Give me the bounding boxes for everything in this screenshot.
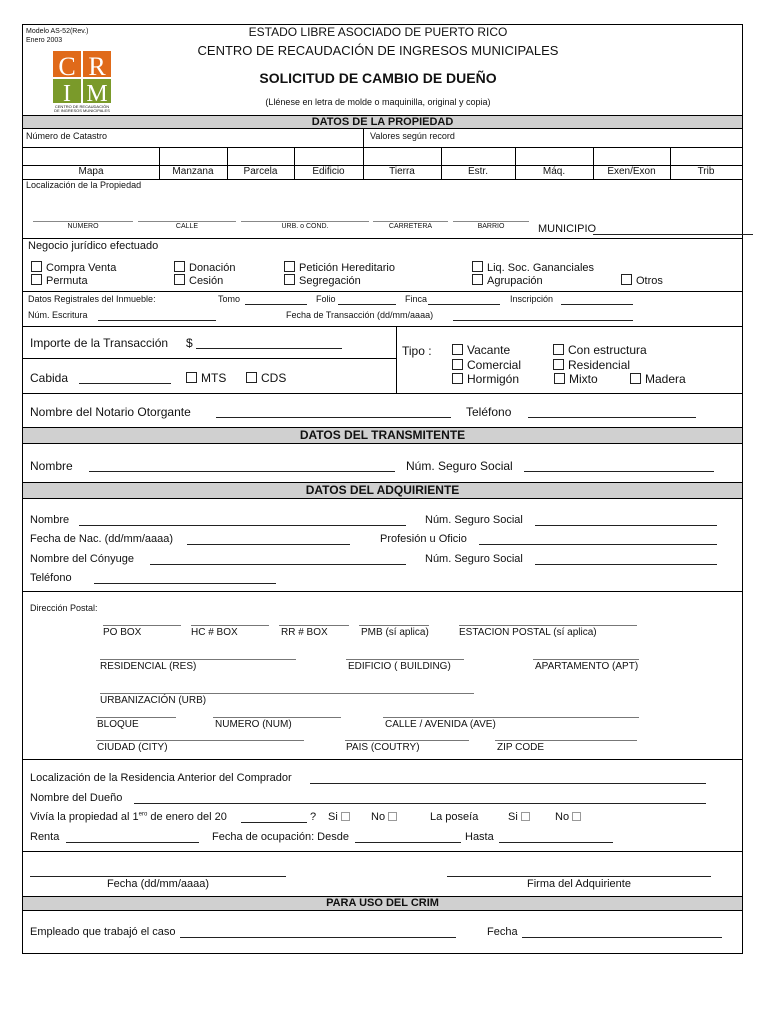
dueno-label: Nombre del Dueño [30, 792, 123, 804]
checkbox-icon [284, 261, 295, 272]
loc-urb: URB. o COND. [281, 223, 329, 230]
checkbox-icon [174, 274, 185, 285]
page-subtitle: (Llénese en letra de molde o maquinilla, original y copia) [265, 97, 491, 107]
opt-liq-soc[interactable]: Liq. Soc. Gananciales [472, 261, 594, 274]
opt-madera[interactable]: Madera [630, 372, 686, 386]
checkbox-icon [186, 372, 197, 383]
opt-con-estructura[interactable]: Con estructura [553, 343, 647, 357]
anterior-label: Localización de la Residencia Anterior del Comprador [30, 772, 292, 784]
renta-label: Renta [30, 831, 60, 843]
opt-cesion[interactable]: Cesión [174, 274, 223, 287]
checkbox-icon [452, 359, 463, 370]
ocupacion-hasta-field[interactable] [499, 842, 613, 843]
folio-label: Folio [316, 294, 336, 304]
dueno-field[interactable] [134, 803, 706, 804]
opt-vacante[interactable]: Vacante [452, 343, 510, 357]
tipo-label: Tipo : [402, 344, 432, 358]
opt-mixto[interactable]: Mixto [554, 372, 598, 386]
notario-label: Nombre del Notario Otorgante [30, 405, 191, 419]
logo-letter-m: M [86, 81, 108, 107]
escritura-field[interactable] [98, 320, 216, 321]
checkbox-icon [621, 274, 632, 285]
col-tierra: Tierra [389, 166, 415, 177]
negocio-label: Negocio jurídico efectuado [28, 240, 159, 252]
addr-estacion: ESTACION POSTAL (sí aplica) [459, 627, 597, 638]
checkbox-icon [31, 274, 42, 285]
checkbox-icon [521, 812, 530, 821]
adq-conyuge-label: Nombre del Cónyuge [30, 553, 134, 565]
vivia-si[interactable]: Si [328, 811, 353, 823]
inscripcion-label: Inscripción [510, 294, 554, 304]
addr-residencial: RESIDENCIAL (RES) [100, 661, 197, 672]
addr-zip: ZIP CODE [497, 742, 545, 753]
checkbox-icon [341, 812, 350, 821]
addr-ciudad: CIUDAD (CITY) [97, 742, 168, 753]
adq-profesion-label: Profesión u Oficio [380, 533, 467, 545]
checkbox-icon [572, 812, 581, 821]
registrales-label: Datos Registrales del Inmueble: [28, 294, 156, 304]
opt-cds[interactable]: CDS [246, 371, 286, 385]
checkbox-icon [554, 373, 565, 384]
checkbox-icon [553, 344, 564, 355]
adq-conyuge-field[interactable] [150, 564, 406, 565]
addr-hc-box: HC # BOX [191, 627, 238, 638]
transmitente-ss-field[interactable] [524, 471, 714, 472]
finca-label: Finca [405, 294, 428, 304]
header-line-1: ESTADO LIBRE ASOCIADO DE PUERTO RICO [248, 25, 508, 39]
fecha-trans-field[interactable] [453, 320, 633, 321]
checkbox-icon [388, 812, 397, 821]
empleado-field[interactable] [180, 937, 456, 938]
opt-donacion[interactable]: Donación [174, 261, 235, 274]
checkbox-icon [452, 344, 463, 355]
adq-profesion-field[interactable] [479, 544, 717, 545]
transmitente-nombre-label: Nombre [30, 459, 73, 473]
opt-comercial[interactable]: Comercial [452, 358, 521, 372]
page-title: SOLICITUD DE CAMBIO DE DUEÑO [259, 70, 497, 86]
section-propiedad: DATOS DE LA PROPIEDAD [23, 115, 742, 129]
addr-bloque: BLOQUE [97, 719, 139, 730]
vivia-year-field[interactable] [241, 822, 307, 823]
vivia-no[interactable]: No [371, 811, 400, 823]
poseia-label: La poseía [430, 811, 479, 823]
checkbox-icon [452, 373, 463, 384]
col-parcela: Parcela [243, 166, 278, 177]
opt-peticion-hereditario[interactable]: Petición Hereditario [284, 261, 395, 274]
poseia-si[interactable]: Si [508, 811, 533, 823]
checkbox-icon [174, 261, 185, 272]
empleado-label: Empleado que trabajó el caso [30, 926, 176, 938]
logo-letter-i: I [63, 81, 71, 107]
logo-caption-1: CENTRO DE RECAUDACIÓN [54, 104, 110, 109]
adq-telefono-field[interactable] [94, 583, 276, 584]
checkbox-icon [31, 261, 42, 272]
section-crim: PARA USO DEL CRIM [23, 896, 742, 911]
municipio-label: MUNICIPIO [538, 223, 597, 235]
adq-nombre-field[interactable] [79, 525, 406, 526]
fecha-signature-field[interactable] [30, 876, 286, 877]
hasta-label: Hasta [465, 831, 494, 843]
catastro-label: Número de Catastro [26, 131, 108, 141]
col-mapa: Mapa [78, 166, 104, 177]
opt-residencial[interactable]: Residencial [553, 358, 630, 372]
adq-nac-field[interactable] [187, 544, 350, 545]
logo-caption-2: DE INGRESOS MUNICIPALES [54, 108, 110, 113]
direccion-label: Dirección Postal: [30, 603, 98, 613]
fecha-trans-label: Fecha de Transacción (dd/mm/aaaa) [286, 310, 434, 320]
enero-label: de enero del 20 [150, 811, 227, 823]
checkbox-icon [553, 359, 564, 370]
opt-hormigon[interactable]: Hormigón [452, 372, 519, 386]
anterior-field[interactable] [310, 783, 706, 784]
fecha-signature-label: Fecha (dd/mm/aaaa) [106, 878, 210, 890]
importe-field[interactable] [196, 348, 342, 349]
addr-urbanizacion: URBANIZACIÓN (URB) [100, 695, 207, 706]
renta-field[interactable] [66, 842, 199, 843]
vivia-label: Vivía la propiedad al 1 [30, 811, 139, 823]
header-line-2: CENTRO DE RECAUDACIÓN DE INGRESOS MUNICIPALES [197, 43, 559, 58]
form-date: Enero 2003 [26, 37, 63, 44]
section-adquiriente: DATOS DEL ADQUIRIENTE [23, 482, 742, 499]
checkbox-icon [630, 373, 641, 384]
checkbox-icon [472, 274, 483, 285]
col-trib: Trib [697, 166, 715, 177]
logo-letter-r: R [88, 52, 106, 81]
opt-permuta[interactable]: Permuta [31, 274, 88, 287]
form-model: Modelo AS-52(Rev.) [26, 28, 89, 35]
adq-nombre-label: Nombre [30, 514, 70, 526]
transmitente-nombre-field[interactable] [89, 471, 395, 472]
adq-ss-label: Núm. Seguro Social [425, 514, 523, 526]
localizacion-label: Localización de la Propiedad [26, 180, 142, 190]
addr-pais: PAIS (COUTRY) [346, 742, 420, 753]
adq-nac-label: Fecha de Nac. (dd/mm/aaaa) [30, 533, 174, 545]
addr-calle: CALLE / AVENIDA (AVE) [385, 719, 496, 730]
opt-compra-venta[interactable]: Compra Venta [31, 261, 116, 274]
cabida-label: Cabida [30, 371, 69, 385]
addr-apartamento: APARTAMENTO (APT) [535, 661, 639, 672]
ocupacion-label: Fecha de ocupación: Desde [212, 831, 349, 843]
adq-ss2-field[interactable] [535, 564, 717, 565]
loc-barrio: BARRIO [477, 223, 505, 230]
col-edificio: Edificio [312, 166, 345, 177]
adq-ss2-label: Núm. Seguro Social [425, 553, 523, 565]
folio-field[interactable] [338, 304, 396, 305]
checkbox-icon [472, 261, 483, 272]
col-maq: Máq. [542, 166, 566, 177]
firma-field[interactable] [447, 876, 711, 877]
opt-mts[interactable]: MTS [186, 371, 226, 385]
addr-pmb: PMB (sí aplica) [361, 627, 429, 638]
crim-logo [45, 49, 119, 115]
cabida-field[interactable] [79, 383, 171, 384]
vivia-sup: ero [138, 811, 148, 818]
form-frame [22, 24, 743, 954]
adq-ss-field[interactable] [535, 525, 717, 526]
logo-letter-c: C [58, 52, 76, 81]
adq-telefono-label: Teléfono [30, 572, 72, 584]
addr-edificio: EDIFICIO ( BUILDING) [348, 661, 451, 672]
loc-numero: NUMERO [67, 223, 99, 230]
municipio-field[interactable] [593, 234, 753, 235]
checkbox-icon [246, 372, 257, 383]
finca-field[interactable] [428, 304, 500, 305]
col-estr: Estr. [467, 166, 488, 177]
firma-label: Firma del Adquiriente [527, 878, 631, 890]
col-exen: Exen/Exon [607, 166, 656, 177]
ocupacion-desde-field[interactable] [355, 842, 461, 843]
poseia-no[interactable]: No [555, 811, 584, 823]
notario-field[interactable] [216, 417, 451, 418]
dollar-sign: $ [186, 336, 193, 350]
crim-fecha-label: Fecha [487, 926, 518, 938]
addr-numero: NUMERO (NUM) [215, 719, 292, 730]
checkbox-icon [284, 274, 295, 285]
loc-calle: CALLE [175, 223, 199, 230]
tomo-label: Tomo [218, 294, 241, 304]
crim-fecha-field[interactable] [522, 937, 722, 938]
vivia-question: ? [310, 811, 317, 823]
section-transmitente: DATOS DEL TRANSMITENTE [23, 427, 742, 444]
inscripcion-field[interactable] [561, 304, 633, 305]
escritura-label: Núm. Escritura [28, 310, 88, 320]
loc-carretera: CARRETERA [388, 223, 433, 230]
tomo-field[interactable] [245, 304, 307, 305]
opt-agrupacion[interactable]: Agrupación [472, 274, 543, 287]
notario-telefono-field[interactable] [528, 417, 696, 418]
notario-telefono-label: Teléfono [466, 405, 512, 419]
valores-label: Valores según record [370, 131, 455, 141]
importe-label: Importe de la Transacción [30, 336, 169, 350]
opt-otros[interactable]: Otros [621, 274, 663, 287]
col-manzana: Manzana [172, 166, 214, 177]
opt-segregacion[interactable]: Segregación [284, 274, 361, 287]
addr-po-box: PO BOX [103, 627, 142, 638]
vivia-row [30, 811, 227, 823]
addr-rr-box: RR # BOX [281, 627, 328, 638]
transmitente-ss-label: Núm. Seguro Social [406, 459, 513, 473]
